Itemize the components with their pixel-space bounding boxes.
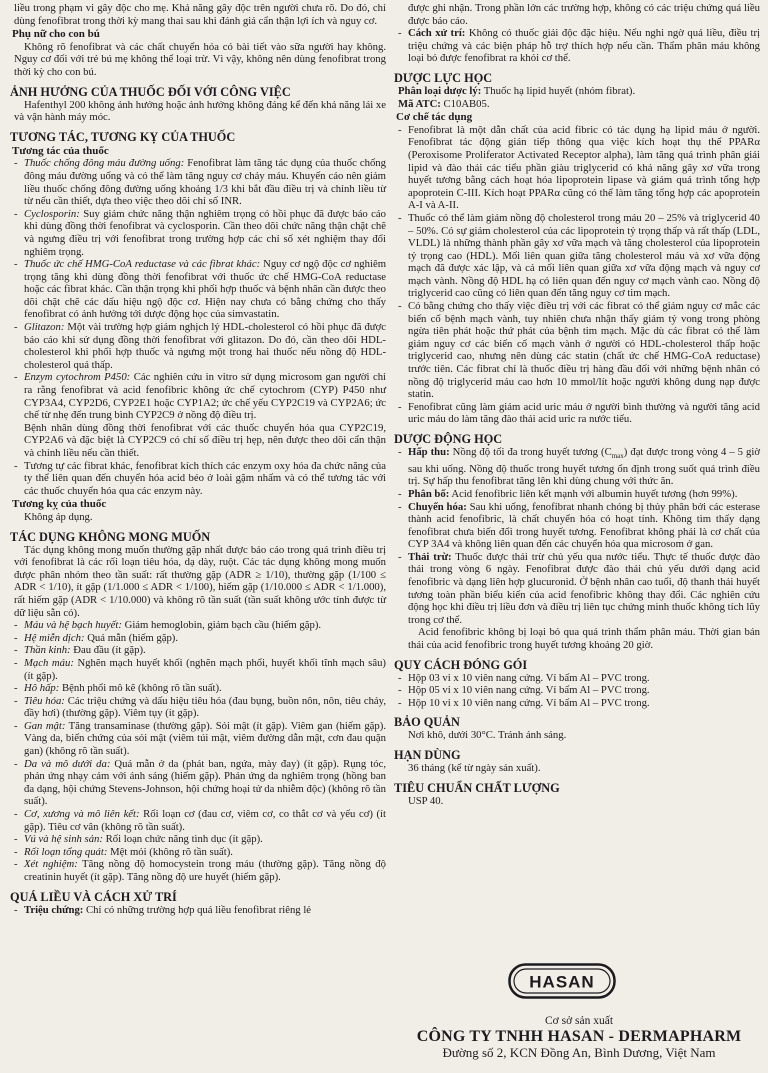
manufacturer-name: CÔNG TY TNHH HASAN - DERMAPHARM — [416, 1028, 742, 1045]
adverse-lead: Mạch máu: — [24, 656, 74, 669]
mechanism-item: - Thuốc có thể làm giảm nồng độ cholesterol trong máu 20 – 25% và triglycerid 40 – 50%. Có sự giảm cholesterol của các lipoprotein tỷ trọng thấp và rất thấp (LDL, VLDL) là những thành phần gây xơ vữa mạch và tăng cholesterol của lipoprotein tỷ trọng cao (HDL). Mối liên quan giữa tăng cholesterol máu và xơ vữa động mạch đã được xác lập, và cả mối liên quan giữa xơ vữa động mạch và nguy cơ mạch vành. Nồng độ HDL hạ có liên quan đến nguy cơ mạch vành cao. Nồng độ triglycerid cao cũng có liên quan đến tăng nguy cơ tim mạch. — [398, 212, 760, 300]
pharmacodynamics-heading: DƯỢC LỰC HỌC — [394, 70, 493, 85]
interaction-item — [14, 157, 386, 207]
adverse-item — [14, 657, 386, 682]
overdose-symptoms-text: Chỉ có những trường hợp quá liều fenofibrat riêng lẻ — [83, 903, 312, 916]
adverse-item — [14, 758, 386, 808]
overdose-continued-text: được ghi nhận. Trong phần lớn các trường hợp, không có các triệu chứng quá liều được báo cáo. — [408, 2, 760, 27]
overdose-treatment-lead: Cách xử trí: — [408, 27, 466, 40]
interaction-text: Suy giảm chức năng thận nghiêm trọng có hồi phục đã được báo cáo khi dùng đồng thời fenofibrat và cyclosporin. Cần theo dõi chức năng thận chặt chẽ và ngưng điều trị với fenofibrat trong trường hợp các chỉ số xét nghiệm thay đổi nghiêm trọng. — [24, 207, 386, 258]
pharmacological-class-lead: Phân loại dược lý: — [398, 84, 482, 97]
adverse-lead: Tiêu hóa: — [24, 694, 65, 707]
atc-code-text: C10AB05. — [440, 97, 490, 110]
metabolism-item — [398, 501, 760, 551]
adverse-text: Quá mẫn ở da (phát ban, ngứa, mày đay) (ít gặp). Rụng tóc, phản ứng nhạy cảm với ánh sáng (hiếm gặp). Phản ứng da nghiêm trọng (hồng ban đa dạng, hội chứng Stevens-Johnson, hội chứng hoại tử da nhiễm độc) (không rõ tần suất). — [24, 757, 386, 808]
adverse-item — [14, 619, 386, 632]
interaction-item — [14, 460, 386, 498]
interactions-subheading: Tương tác của thuốc — [12, 144, 109, 157]
hasan-logo-text: HASAN — [529, 972, 595, 992]
absorption-text-b: ) đạt được trong vòng 4 – 5 giờ sau khi uống. Nồng độ thuốc trong huyết tương ổn định trong suốt quá trình điều trị. Sự hấp thu fenofibrat tăng lên khi dùng chung với thức ăn. — [408, 446, 761, 488]
adverse-text: Mệt mỏi (không rõ tần suất). — [107, 845, 233, 858]
incompatibility-heading: Tương kỵ của thuốc — [12, 498, 107, 511]
adverse-item — [14, 808, 386, 833]
interaction-lead: Thuốc chống đông máu đường uống: — [24, 157, 185, 170]
elimination-lead: Thải trừ: — [408, 550, 452, 563]
adverse-item — [14, 644, 386, 657]
manufacturer-block — [398, 1015, 760, 1060]
elimination-text: Thuốc được thải trừ chủ yếu qua nước tiểu. Thực tế thuốc được đào thải trong vòng 6 ngày. Fenofibrat được đào thải chủ yếu dưới dạng acid fenofibric và dạng liên hợp glucuronid. Ở bệnh nhân cao tuổi, độ thanh thải huyết tương toàn phần biểu kiến của acid fenofibric không thay đổi. Các nghiên cứu động học khi điều trị liều đơn và điều trị liên tục chứng minh thuốc không tích lũy trong cơ thể. — [408, 550, 760, 626]
interaction-text: Một vài trường hợp giảm nghịch lý HDL-cholesterol có hồi phục đã được báo cáo khi sử dụng đồng thời fenofibrat với glitazon. Do đó, cần theo dõi HDL-cholesterol khi phối hợp thuốc và ngưng một trong hai thuốc nếu nồng độ HDL-cholesterol quá thấp. — [24, 321, 386, 371]
storage-text: Nơi khô, dưới 30°C. Tránh ánh sáng. — [408, 729, 567, 742]
absorption-text-a: Nồng độ tối đa trong huyết tương (C — [449, 446, 612, 458]
interaction-item — [14, 371, 386, 421]
pharmacological-class — [398, 85, 760, 98]
right-column — [394, 2, 761, 807]
overdose-heading: QUÁ LIỀU VÀ CÁCH XỬ TRÍ — [10, 889, 177, 904]
adverse-item — [14, 632, 386, 645]
adverse-item — [14, 846, 386, 859]
mechanism-heading: Cơ chế tác dụng — [396, 111, 473, 124]
adverse-item — [14, 858, 386, 883]
quality-standard-heading: TIÊU CHUẨN CHẤT LƯỢNG — [394, 780, 560, 795]
adverse-text: Tăng nồng độ homocystein trong máu (thường gặp). Tăng nồng độ creatinin huyết (ít gặp). Tăng nồng độ ure huyết (hiếm gặp). — [24, 858, 386, 883]
interactions-heading: TƯƠNG TÁC, TƯƠNG KỴ CỦA THUỐC — [10, 129, 236, 144]
elimination-item — [398, 551, 760, 627]
overdose-symptoms-lead: Triệu chứng: — [24, 903, 84, 916]
interaction-item — [14, 208, 386, 258]
driving-text: Hafenthyl 200 không ảnh hưởng hoặc ảnh hưởng không đáng kể đến khả năng lái xe và vận hành máy móc. — [14, 98, 386, 124]
metabolism-text: Sau khi uống, fenofibrat nhanh chóng bị thủy phân bởi các esterase thành acid fenofibric, là chất chuyển hóa có hoạt tính. Không tìm thấy dạng fenofibrat chưa biến đổi trong huyết tương. Fenofibrat không phải là cơ chất của CYP 3A4 và không liên quan đến các chuyển hóa qua microsom ở gan. — [408, 500, 760, 551]
adverse-text: Bệnh phổi mô kẽ (không rõ tần suất). — [59, 682, 222, 695]
interaction-text: Các nghiên cứu in vitro sử dụng microsom gan người chỉ ra rằng fenofibrat và acid fenofibric không ức chế cytochrom (CYP) P450 như CYP3A4, CYP2D6, CYP2E1 hoặc CYP1A2; ức chế yếu CYP2C19 và CYP2A6; ức chế từ nhẹ đến trung bình CYP2C9 ở nồng độ điều trị. — [24, 371, 387, 422]
mechanism-item: - Fenofibrat cũng làm giảm acid uric máu ở người bình thường và người tăng acid uric máu do làm tăng đào thải acid uric ra nước tiểu. — [398, 401, 760, 426]
absorption-item — [398, 446, 760, 488]
distribution-item — [398, 488, 760, 501]
adverse-item — [14, 833, 386, 846]
adverse-text: Rối loạn chức năng tình dục (ít gặp). — [102, 833, 263, 846]
incompatibility-text: Không áp dụng. — [24, 510, 93, 523]
adverse-text: Nghẽn mạch huyết khối (nghẽn mạch phổi, huyết khối tĩnh mạch sâu) (ít gặp). — [24, 656, 386, 682]
driving-heading: ẢNH HƯỞNG CỦA THUỐC ĐỐI VỚI CÔNG VIỆC — [10, 84, 291, 99]
manufacturer-label: Cơ sở sản xuất — [544, 1015, 614, 1027]
adverse-text: Tăng transaminase (thường gặp). Sỏi mật (ít gặp). Viêm gan (hiếm gặp). Vàng da, biến chứng của sỏi mật (viêm túi mật, viêm đường dẫn mật, cơn đau quặn gan) (không rõ tần suất). — [24, 719, 386, 758]
adverse-lead: Cơ, xương và mô liên kết: — [24, 808, 140, 821]
adverse-lead: Rối loạn tổng quát: — [24, 845, 108, 858]
packaging-heading: QUY CÁCH ĐÓNG GÓI — [394, 657, 528, 672]
adverse-lead: Xét nghiệm: — [24, 858, 78, 871]
overdose-symptoms — [14, 904, 386, 917]
breastfeeding-heading: Phụ nữ cho con bú — [12, 28, 100, 41]
quality-standard-text: USP 40. — [408, 794, 444, 807]
adverse-item — [14, 695, 386, 720]
expiry-text: 36 tháng (kể từ ngày sản xuất). — [408, 762, 541, 775]
elimination-extra-text: Acid fenofibric không bị loại bỏ qua quá trình thẩm phân máu. Thời gian bán thải của acid fenofibric trong huyết tương khoảng 20 giờ. — [408, 626, 760, 652]
adverse-text: Đau đầu (ít gặp). — [70, 644, 146, 657]
absorption-subscript: max — [611, 452, 624, 461]
storage-heading: BẢO QUẢN — [394, 715, 460, 730]
adverse-text: Giảm hemoglobin, giảm bạch cầu (hiếm gặp). — [121, 619, 322, 632]
expiry-heading: HẠN DÙNG — [394, 748, 461, 763]
interaction-lead: Cyclosporin: — [24, 207, 80, 220]
interaction-text: Tương tự các fibrat khác, fenofibrat kích thích các enzym oxy hóa đa chức năng của ty thể liên quan đến chuyển hóa acid béo ở loài gặm nhấm và có thể tương tác với các thuốc chuyển hóa qua các enzym này. — [24, 459, 386, 497]
adverse-lead: Hệ miễn dịch: — [24, 631, 85, 644]
hasan-logo-icon — [508, 963, 616, 999]
interaction-extra-text: Bệnh nhân dùng đồng thời fenofibrat với các thuốc chuyển hóa qua CYP2C19, CYP2A6 và đặc biệt là CYP2C9 có chỉ số điều trị hẹp, nên được theo dõi cẩn thận và chỉnh liều nếu cần thiết. — [24, 421, 386, 459]
pharmacological-class-text: Thuốc hạ lipid huyết (nhóm fibrat). — [481, 84, 636, 97]
adverse-lead: Máu và hệ bạch huyết: — [24, 619, 122, 632]
mechanism-item: - Có bằng chứng cho thấy việc điều trị với các fibrat có thể giảm nguy cơ mắc các biến cố bệnh mạch vành, tuy nhiên chưa nhận thấy giảm tỷ vong trong phòng ngừa tiên phát hoặc thứ phát của bệnh tim mạch. Mặc dù các fibrat có thể làm giảm nguy cơ các biến cố mạch vành ở người có HDL-cholesterol thấp hoặc triglycerid cao, nhưng nên dùng các statin (chất ức chế HMG-CoA reductase) trước tiên. Các fibrat chỉ là thuốc điều trị hàng đầu đối với những bệnh nhân có nồng độ triglycerid máu cao hơn 10 mmol/lít hoặc người không dung nạp được statin. — [398, 300, 760, 401]
distribution-lead: Phân bố: — [408, 487, 450, 500]
mechanism-item: - Fenofibrat là một dẫn chất của acid fibric có tác dụng hạ lipid máu ở người. Fenofibrat tác động gián tiếp thông qua việc kích hoạt thụ thể PPARα (Peroxisome Proliferator Activated Receptor alpha), làm tăng quá trình phân giải lipid và đào thải các tiểu phần giàu triglycerid có khả năng gây xơ vữa trong huyết tương bằng cách hoạt hóa lipoprotein lipase và giảm quá trình tổng hợp apoprotein C-III. Kích hoạt PPARα cũng có thể làm tăng tổng hợp các apoprotein A-I và A-II. — [398, 124, 760, 212]
interaction-lead: Thuốc ức chế HMG-CoA reductase và các fibrat khác: — [24, 258, 261, 271]
adverse-effects-intro: Tác dụng không mong muốn thường gặp nhất được báo cáo trong quá trình điều trị với fenofibrat là các rối loạn tiêu hóa, dạ dày, ruột. Các tác dụng không mong muốn được phân nhóm theo tần suất: rất thường gặp (ADR ≥ 1/10), thường gặp (1/100 ≤ ADR < 1/10), ít gặp (1/1.000 ≤ ADR < 1/100), hiếm gặp (1/10.000 ≤ ADR < 1/1.000), rất hiếm gặp (ADR < 1/10.000) và không rõ tần suất (tần suất không ước tính được từ dữ liệu sẵn có). — [14, 543, 386, 619]
breastfeeding-text: Không rõ fenofibrat và các chất chuyển hóa có bài tiết vào sữa người hay không. Nguy cơ đối với trẻ bú mẹ không thể loại trừ. Vì vậy, không nên dùng fenofibrat trong thời kỳ cho con bú. — [14, 40, 386, 78]
interaction-item — [14, 258, 386, 321]
adverse-lead: Hô hấp: — [24, 682, 60, 695]
overdose-treatment-text: Không có thuốc giải độc đặc hiệu. Nếu nghi ngờ quá liều, điều trị triệu chứng và các biện pháp hỗ trợ thích hợp nếu cần. Thẩm phân máu không loại bỏ được fenofibrat ra khỏi cơ thể. — [408, 27, 760, 65]
adverse-lead: Gan mật: — [24, 719, 66, 732]
metabolism-lead: Chuyển hóa: — [408, 500, 467, 513]
interaction-text: Nguy cơ ngộ độc cơ nghiêm trọng tăng khi dùng đồng thời fenofibrat với thuốc ức chế HMG-CoA reductase hoặc các fibrat khác. Cần thận trọng khi phối hợp thuốc và bệnh nhân cần được theo dõi chặt chẽ các dấu hiệu ngộ độc cơ. Hiện nay chưa có bằng chứng cho thấy fenofibrat có ảnh hưởng tới dược động học của simvastatin. — [24, 258, 387, 321]
interaction-item — [14, 321, 386, 371]
adverse-lead: Vú và hệ sinh sản: — [24, 833, 103, 846]
interaction-lead: Enzym cytochrom P450: — [24, 371, 131, 384]
pharmacokinetics-heading: DƯỢC ĐỘNG HỌC — [394, 432, 503, 446]
manufacturer-address: Đường số 2, KCN Đồng An, Bình Dương, Việt Nam — [442, 1045, 716, 1060]
adverse-lead: Da và mô dưới da: — [24, 757, 111, 770]
adverse-text: Các triệu chứng và dấu hiệu tiêu hóa (đau bụng, buồn nôn, nôn, tiêu chảy, đầy hơi) (thường gặp). Viêm tụy (ít gặp). — [24, 694, 386, 720]
absorption-lead: Hấp thu: — [408, 446, 450, 458]
atc-code — [398, 98, 760, 111]
adverse-lead: Thần kinh: — [24, 644, 71, 657]
overdose-treatment — [398, 27, 760, 65]
adverse-text: Quá mẫn (hiếm gặp). — [84, 631, 179, 644]
adverse-item — [14, 720, 386, 758]
interaction-text: Fenofibrat làm tăng tác dụng của thuốc chống đông máu đường uống và có thể làm tăng nguy cơ chảy máu. Khuyến cáo nên giảm liều thuốc chống đông đường uống khoảng 1/3 khi bắt đầu điều trị và chỉnh liều từ từ nếu cần thiết, dựa theo việc theo dõi chỉ số INR. — [24, 157, 386, 208]
interaction-lead: Glitazon: — [24, 321, 65, 334]
adverse-item — [14, 682, 386, 695]
left-column — [10, 2, 387, 916]
atc-code-lead: Mã ATC: — [398, 97, 441, 110]
distribution-text: Acid fenofibric liên kết mạnh với albumin huyết tương (hơn 99%). — [449, 487, 738, 500]
hasan-logo — [508, 963, 616, 999]
adverse-text: Rối loạn cơ (đau cơ, viêm cơ, co thắt cơ và yếu cơ) (ít gặp). Tiêu cơ vân (không rõ tần suất). — [24, 808, 386, 833]
packaging-item: - Hộp 03 vỉ x 10 viên nang cứng. Vỉ bấm Al – PVC trong. — [398, 672, 760, 685]
packaging-item: - Hộp 10 vỉ x 10 viên nang cứng. Vỉ bấm Al – PVC trong. — [398, 697, 760, 710]
packaging-item: - Hộp 05 vỉ x 10 viên nang cứng. Vỉ bấm Al – PVC trong. — [398, 684, 760, 697]
adverse-effects-heading: TÁC DỤNG KHÔNG MONG MUỐN — [10, 529, 211, 544]
pregnancy-continued-text: liều trong phạm vi gây độc cho mẹ. Khả năng gây độc trên người chưa rõ. Do đó, chỉ dùng fenofibrat trong thời kỳ mang thai sau khi đánh giá cẩn thận lợi ích và nguy cơ. — [14, 2, 386, 27]
